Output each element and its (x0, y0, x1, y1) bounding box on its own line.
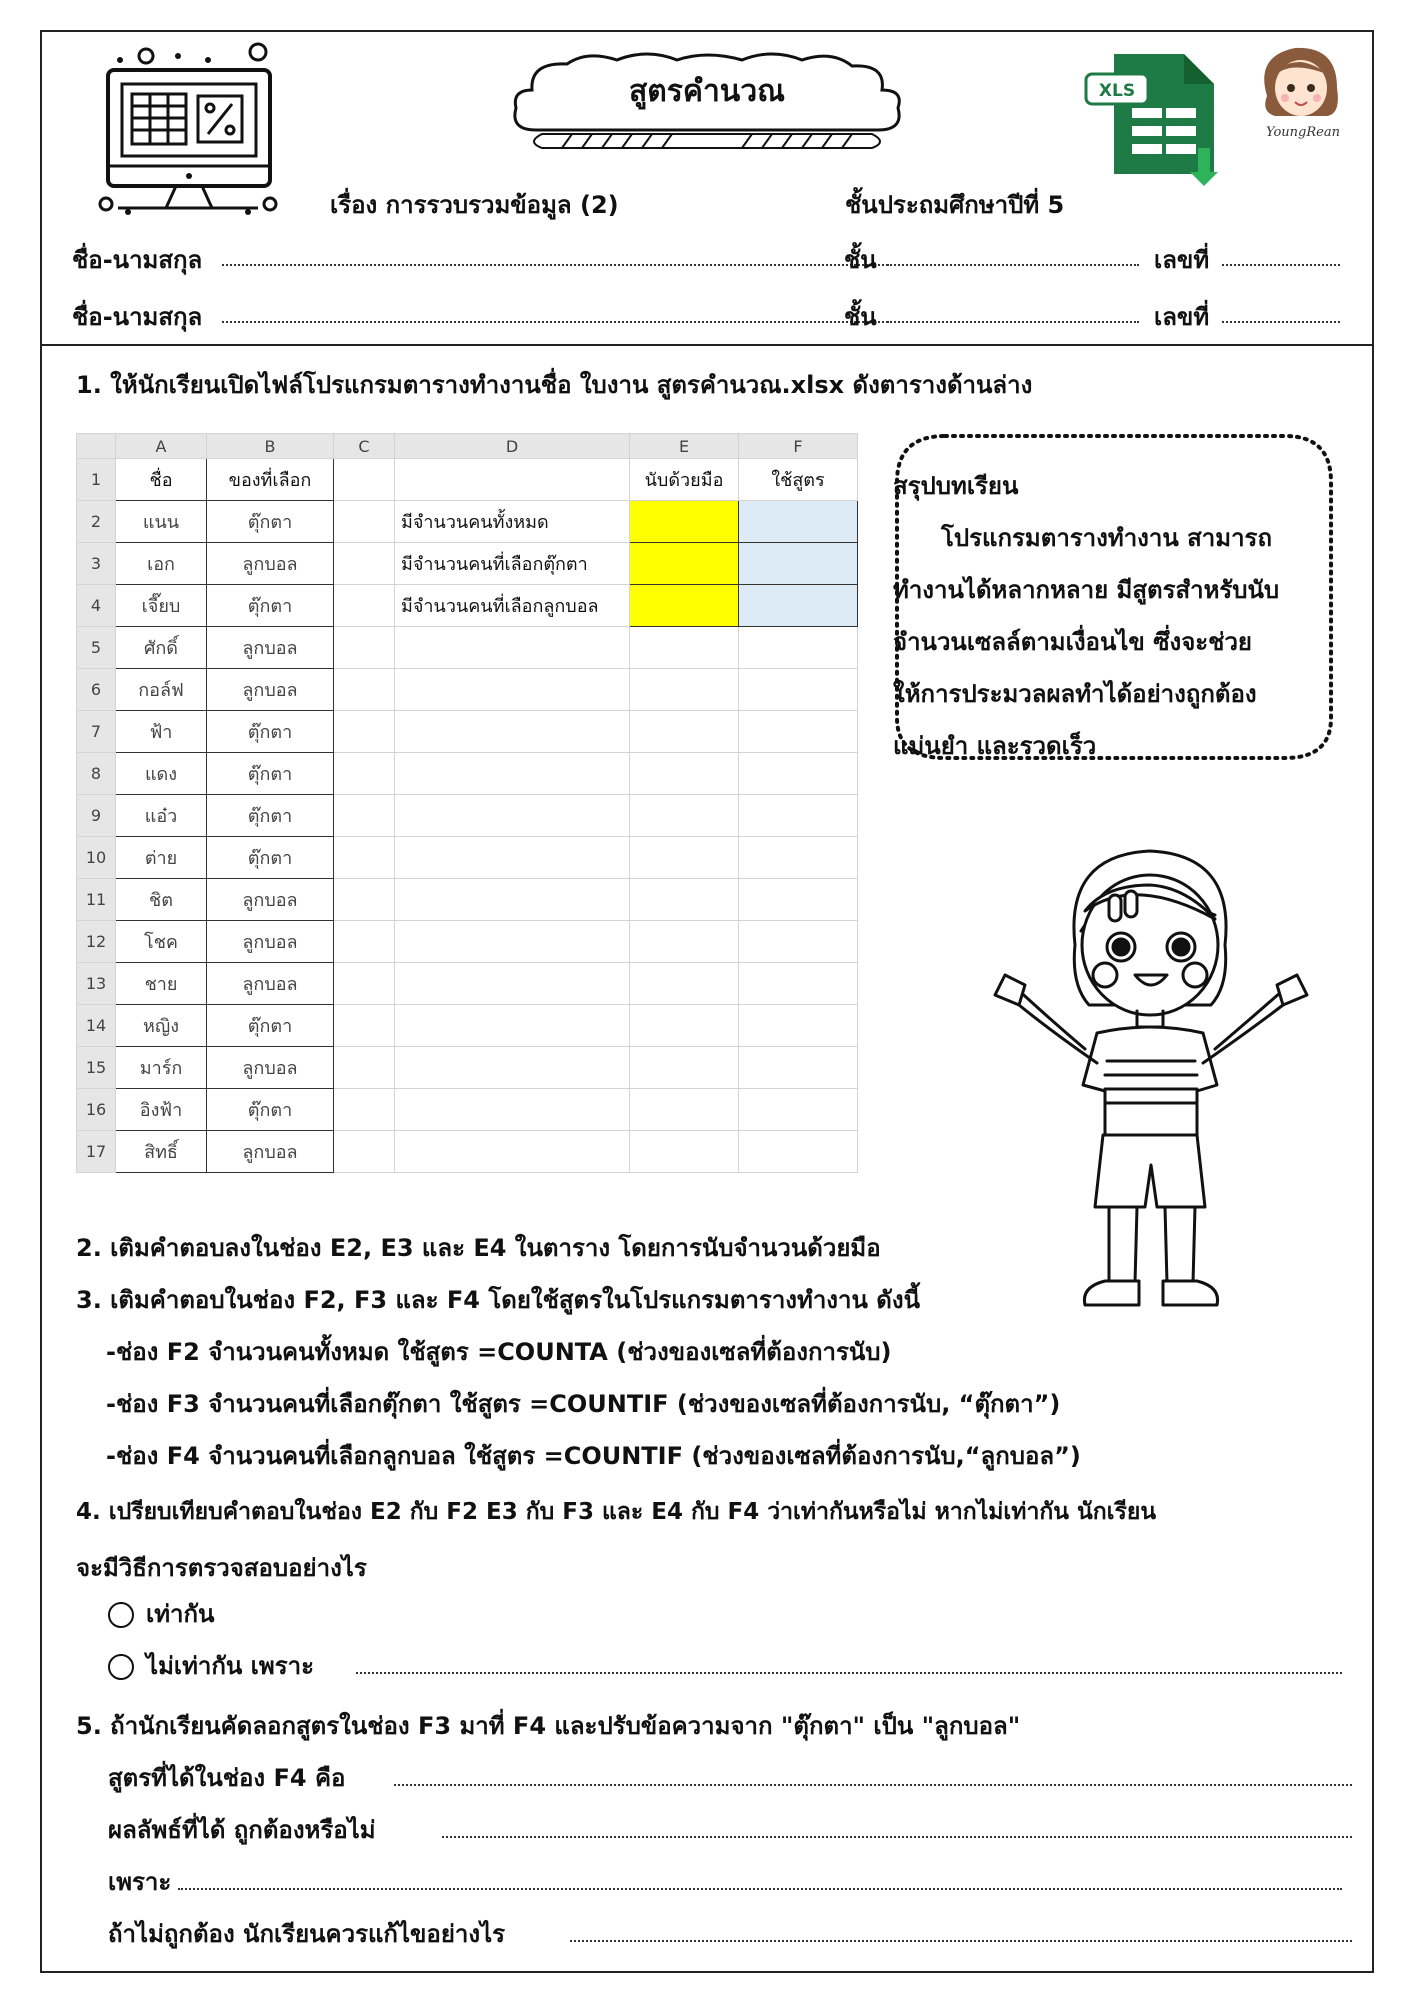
spreadsheet (76, 433, 858, 1173)
row-number: 9 (77, 795, 116, 837)
name-field[interactable] (222, 264, 900, 266)
question-3-item: -ช่อง F2 จำนวนคนทั้งหมด ใช้สูตร =COUNTA (ช่วงของเซลที่ต้องการนับ) (106, 1338, 892, 1366)
excel-file-icon (1080, 48, 1230, 188)
class-field[interactable] (887, 264, 1139, 266)
cell-d1[interactable] (395, 459, 630, 501)
cell[interactable] (334, 753, 395, 795)
cell-d4[interactable]: มีจำนวนคนที่เลือกลูกบอล (395, 585, 630, 627)
cell[interactable] (739, 921, 858, 963)
radio-circle-icon[interactable] (108, 1602, 134, 1628)
cell[interactable] (395, 963, 630, 1005)
grade-level: ชั้นประถมศึกษาปีที่ 5 (845, 191, 1065, 219)
row-number: 16 (77, 1089, 116, 1131)
cell-choice[interactable]: ลูกบอล (207, 1047, 334, 1089)
cell[interactable] (630, 753, 739, 795)
cell[interactable] (739, 627, 858, 669)
name-field[interactable] (222, 321, 900, 323)
cell[interactable] (395, 1047, 630, 1089)
cell[interactable] (739, 711, 858, 753)
row-number: 8 (77, 753, 116, 795)
question-3-item: -ช่อง F4 จำนวนคนที่เลือกลูกบอล ใช้สูตร =COUNTIF (ช่วงของเซลที่ต้องการนับ,“ลูกบอล”) (106, 1442, 1081, 1470)
cell[interactable] (739, 1131, 858, 1173)
cell[interactable] (395, 879, 630, 921)
cell-name[interactable]: สิทธิ์ (116, 1131, 207, 1173)
cell-choice[interactable]: ตุ๊กตา (207, 1089, 334, 1131)
cell[interactable] (334, 963, 395, 1005)
girl-illustration (985, 835, 1330, 1335)
fix-answer-line[interactable] (570, 1940, 1352, 1942)
cell-name[interactable]: เอก (116, 543, 207, 585)
cell[interactable] (630, 711, 739, 753)
cell-name[interactable]: ต่าย (116, 837, 207, 879)
question-5: 5. ถ้านักเรียนคัดลอกสูตรในช่อง F3 มาที่ F4 และปรับข้อความจาก "ตุ๊กตา" เป็น "ลูกบอล" (76, 1712, 1021, 1740)
cell[interactable] (630, 1089, 739, 1131)
student-line-2 (72, 297, 1342, 331)
column-header: F (739, 434, 858, 459)
student-line-1 (72, 240, 1342, 274)
name-label: ชื่อ-นามสกุล (72, 303, 203, 331)
cell[interactable] (395, 1005, 630, 1047)
row-number: 1 (77, 459, 116, 501)
cell[interactable] (630, 879, 739, 921)
summary-text (893, 460, 1333, 772)
cell[interactable] (630, 1131, 739, 1173)
cell[interactable] (395, 795, 630, 837)
cell[interactable] (739, 1005, 858, 1047)
formula-answer-line[interactable] (394, 1784, 1352, 1786)
brand-avatar (1245, 36, 1355, 146)
cell-b1[interactable]: ของที่เลือก (207, 459, 334, 501)
cell-name[interactable]: ศักดิ์ (116, 627, 207, 669)
cell-choice[interactable]: ลูกบอล (207, 543, 334, 585)
cell[interactable] (395, 627, 630, 669)
cell-choice[interactable]: ลูกบอล (207, 627, 334, 669)
column-header: B (207, 434, 334, 459)
cell[interactable] (334, 1089, 395, 1131)
worksheet-topic: เรื่อง การรวบรวมข้อมูล (2) (330, 191, 619, 219)
cell-e1[interactable]: นับด้วยมือ (630, 459, 739, 501)
summary-line: แม่นยำ และรวดเร็ว (893, 732, 1097, 760)
cell-name[interactable]: เจี๊ยบ (116, 585, 207, 627)
row-number: 15 (77, 1047, 116, 1089)
row-number: 14 (77, 1005, 116, 1047)
number-field[interactable] (1222, 264, 1340, 266)
class-label: ชั้น (844, 246, 877, 274)
cell[interactable] (739, 837, 858, 879)
summary-line: โปรแกรมตารางทำงาน สามารถ (941, 524, 1272, 552)
radio-circle-icon[interactable] (108, 1654, 134, 1680)
summary-line: จำนวนเซลล์ตามเงื่อนไข ซึ่งจะช่วย (893, 628, 1252, 656)
cell-f1[interactable]: ใช้สูตร (739, 459, 858, 501)
cell[interactable] (739, 1047, 858, 1089)
cell[interactable] (334, 921, 395, 963)
cell-name[interactable]: ชาย (116, 963, 207, 1005)
cell-choice[interactable]: ลูกบอล (207, 669, 334, 711)
cell[interactable] (334, 711, 395, 753)
cell-name[interactable]: ชิต (116, 879, 207, 921)
class-field[interactable] (887, 321, 1139, 323)
cell-c3[interactable] (334, 543, 395, 585)
cell[interactable] (395, 711, 630, 753)
question-4-line2: จะมีวิธีการตรวจสอบอย่างไร (76, 1554, 367, 1582)
cell[interactable] (630, 627, 739, 669)
row-number: 11 (77, 879, 116, 921)
cell-c2[interactable] (334, 501, 395, 543)
row-number: 17 (77, 1131, 116, 1173)
question-5-line: เพราะ (108, 1868, 172, 1896)
cell[interactable] (334, 1131, 395, 1173)
cell-choice[interactable]: ตุ๊กตา (207, 837, 334, 879)
option-not-equal-label: ไม่เท่ากัน เพราะ (146, 1652, 314, 1680)
summary-line: ให้การประมวลผลทำได้อย่างถูกต้อง (893, 680, 1257, 708)
cell[interactable] (334, 627, 395, 669)
cell-c1[interactable] (334, 459, 395, 501)
cell[interactable] (334, 837, 395, 879)
row-number: 6 (77, 669, 116, 711)
cell-f2[interactable] (739, 501, 858, 543)
cell[interactable] (395, 921, 630, 963)
row-number: 5 (77, 627, 116, 669)
cell-e4[interactable] (630, 585, 739, 627)
cell-choice[interactable]: ตุ๊กตา (207, 501, 334, 543)
cell[interactable] (395, 753, 630, 795)
cell-a1[interactable]: ชื่อ (116, 459, 207, 501)
number-field[interactable] (1222, 321, 1340, 323)
class-label: ชั้น (844, 303, 877, 331)
cell[interactable] (334, 1005, 395, 1047)
cell[interactable] (395, 1089, 630, 1131)
cell-name[interactable]: แอ๋ว (116, 795, 207, 837)
cell[interactable] (739, 795, 858, 837)
header-divider (40, 344, 1374, 346)
cell-f4[interactable] (739, 585, 858, 627)
question-5-line: ผลลัพธ์ที่ได้ ถูกต้องหรือไม่ (108, 1816, 376, 1844)
cell-name[interactable]: มาร์ก (116, 1047, 207, 1089)
cell-choice[interactable]: ลูกบอล (207, 1131, 334, 1173)
row-number: 2 (77, 501, 116, 543)
column-header: C (334, 434, 395, 459)
cell[interactable] (630, 921, 739, 963)
row-number: 13 (77, 963, 116, 1005)
cell[interactable] (630, 1005, 739, 1047)
cell[interactable] (334, 795, 395, 837)
column-header: D (395, 434, 630, 459)
cell[interactable] (630, 837, 739, 879)
cell[interactable] (630, 963, 739, 1005)
number-label: เลขที่ (1154, 303, 1210, 331)
number-label: เลขที่ (1154, 246, 1210, 274)
cell[interactable] (334, 669, 395, 711)
cell-c4[interactable] (334, 585, 395, 627)
cell-name[interactable]: แนน (116, 501, 207, 543)
cell-choice[interactable]: ตุ๊กตา (207, 1005, 334, 1047)
question-3-item: -ช่อง F3 จำนวนคนที่เลือกตุ๊กตา ใช้สูตร =COUNTIF (ช่วงของเซลที่ต้องการนับ, “ตุ๊กตา”) (106, 1390, 1061, 1418)
corner-cell (77, 434, 116, 459)
column-header: E (630, 434, 739, 459)
cell[interactable] (630, 1047, 739, 1089)
cell-name[interactable]: ฟ้า (116, 711, 207, 753)
cell-name[interactable]: หญิง (116, 1005, 207, 1047)
question-2: 2. เติมคำตอบลงในช่อง E2, E3 และ E4 ในตาราง โดยการนับจำนวนด้วยมือ (76, 1234, 881, 1262)
option-equal-label: เท่ากัน (146, 1600, 215, 1628)
cell-choice[interactable]: ลูกบอล (207, 879, 334, 921)
cell-name[interactable]: อิงฟ้า (116, 1089, 207, 1131)
column-header: A (116, 434, 207, 459)
worksheet-title: สูตรคำนวณ (628, 74, 785, 109)
cell-choice[interactable]: ตุ๊กตา (207, 795, 334, 837)
cell[interactable] (395, 1131, 630, 1173)
name-label: ชื่อ-นามสกุล (72, 246, 203, 274)
cell[interactable] (739, 879, 858, 921)
cell[interactable] (739, 669, 858, 711)
cell[interactable] (630, 669, 739, 711)
reason-answer-line[interactable] (356, 1672, 1342, 1674)
row-number: 7 (77, 711, 116, 753)
cell-d3[interactable]: มีจำนวนคนที่เลือกตุ๊กตา (395, 543, 630, 585)
cell-d2[interactable]: มีจำนวนคนทั้งหมด (395, 501, 630, 543)
because-answer-line[interactable] (178, 1888, 1342, 1890)
cell[interactable] (334, 879, 395, 921)
result-answer-line[interactable] (442, 1836, 1352, 1838)
cell[interactable] (739, 1089, 858, 1131)
cell[interactable] (630, 795, 739, 837)
cell-choice[interactable]: ลูกบอล (207, 963, 334, 1005)
cell-choice[interactable]: ตุ๊กตา (207, 585, 334, 627)
cell[interactable] (739, 963, 858, 1005)
cell-name[interactable]: กอล์ฟ (116, 669, 207, 711)
cell[interactable] (395, 669, 630, 711)
cell-f3[interactable] (739, 543, 858, 585)
cell-name[interactable]: แดง (116, 753, 207, 795)
row-number: 4 (77, 585, 116, 627)
brand-signature: YoungRean (1266, 125, 1340, 140)
question-1: 1. ให้นักเรียนเปิดไฟล์โปรแกรมตารางทำงานชื่อ ใบงาน สูตรคำนวณ.xlsx ดังตารางด้านล่าง (76, 371, 1033, 399)
option-equal[interactable] (108, 1594, 214, 1633)
summary-title: สรุปบทเรียน (893, 472, 1019, 500)
computer-monitor-icon (98, 42, 278, 222)
question-3: 3. เติมคำตอบในช่อง F2, F3 และ F4 โดยใช้สูตรในโปรแกรมตารางทำงาน ดังนี้ (76, 1286, 920, 1314)
cell[interactable] (334, 1047, 395, 1089)
option-not-equal[interactable] (108, 1646, 314, 1685)
cell-e3[interactable] (630, 543, 739, 585)
question-4: 4. เปรียบเทียบคำตอบในช่อง E2 กับ F2 E3 กับ F3 และ E4 กับ F4 ว่าเท่ากันหรือไม่ หากไม่เท่ากัน นักเรียน (76, 1499, 1157, 1525)
question-5-line: ถ้าไม่ถูกต้อง นักเรียนควรแก้ไขอย่างไร (108, 1920, 506, 1948)
summary-line: ทำงานได้หลากหลาย มีสูตรสำหรับนับ (893, 576, 1280, 604)
cell[interactable] (395, 837, 630, 879)
cell-name[interactable]: โชค (116, 921, 207, 963)
xls-badge-text: XLS (1098, 81, 1136, 101)
row-number: 12 (77, 921, 116, 963)
question-5-line: สูตรที่ได้ในช่อง F4 คือ (108, 1764, 346, 1792)
row-number: 10 (77, 837, 116, 879)
cell-e2[interactable] (630, 501, 739, 543)
cell[interactable] (739, 753, 858, 795)
row-number: 3 (77, 543, 116, 585)
cell-choice[interactable]: ตุ๊กตา (207, 711, 334, 753)
cell-choice[interactable]: ลูกบอล (207, 921, 334, 963)
cell-choice[interactable]: ตุ๊กตา (207, 753, 334, 795)
